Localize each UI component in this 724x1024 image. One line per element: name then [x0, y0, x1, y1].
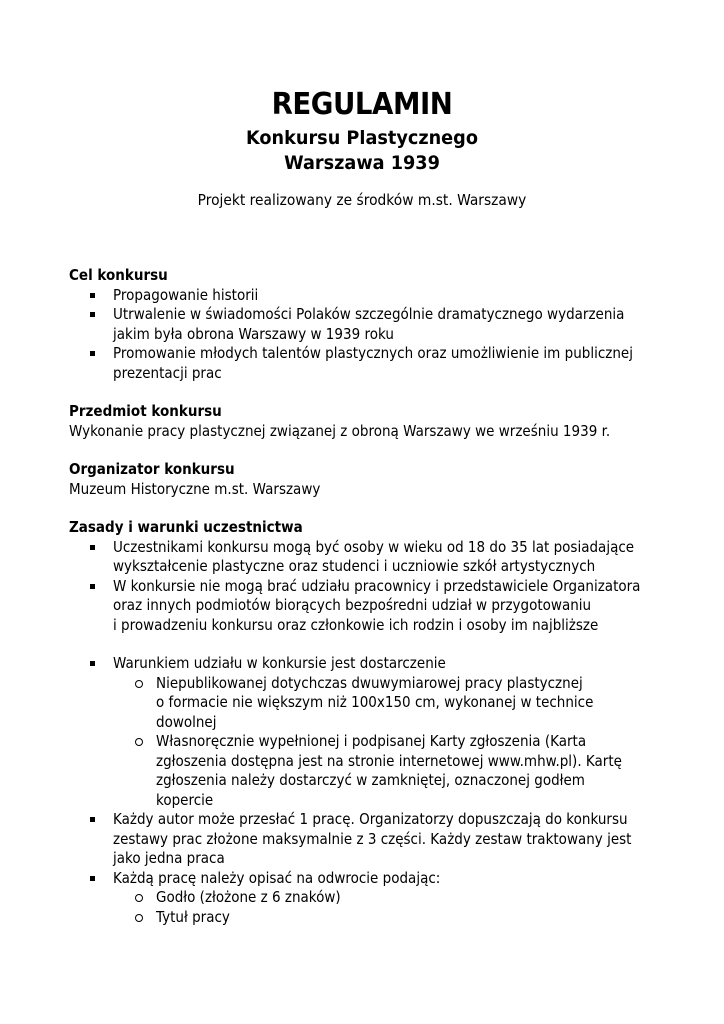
section-heading-zasady: Zasady i warunki uczestnictwa [69, 518, 303, 536]
circle-bullet-icon [135, 680, 143, 688]
sub-list-item: Godło (złożone z 6 znaków) [69, 888, 669, 908]
list-item: Propagowanie historii [69, 286, 669, 306]
list-item: Każdą pracę należy opisać na odwrocie podając: [69, 869, 669, 889]
sub-list-item: Niepublikowanej dotychczas dwuwymiarowej pracy plastycznej o formacie nie większym niż 100x150 cm, wykonanej w technice dowolnej [69, 674, 669, 733]
list-item: W konkursie nie mogą brać udziału pracownicy i przedstawiciele Organizatora oraz innych podmiotów biorących bezpośredni udział w przygotowaniu i prowadzeniu konkursu oraz członkowie ich rodzin i osoby im najbliższe [69, 577, 669, 636]
circle-bullet-icon [135, 894, 143, 902]
section-heading-cel: Cel konkursu [69, 266, 168, 284]
square-bullet-icon [90, 351, 95, 356]
document-subtitle-city-year: Warszawa 1939 [284, 152, 440, 174]
circle-bullet-icon [135, 914, 143, 922]
zasady-list [69, 538, 669, 928]
cel-list [69, 286, 669, 384]
square-bullet-icon [90, 545, 95, 550]
document-body [69, 266, 669, 927]
list-item: Promowanie młodych talentów plastycznych oraz umożliwienie im publicznej prezentacji prac [69, 344, 669, 383]
project-funding-note: Projekt realizowany ze środków m.st. Warszawy [197, 191, 527, 209]
square-bullet-icon [90, 584, 95, 589]
sub-list-item: Tytuł pracy [69, 908, 669, 928]
list-item: Utrwalenie w świadomości Polaków szczególnie dramatycznego wydarzenia jakim była obrona Warszawy w 1939 roku [69, 305, 669, 344]
document-title: REGULAMIN [271, 87, 453, 122]
section-heading-organizator: Organizator konkursu [69, 460, 235, 478]
circle-bullet-icon [135, 738, 143, 746]
document-subtitle: Konkursu Plastycznego [246, 127, 478, 149]
organizator-text: Muzeum Historyczne m.st. Warszawy [69, 479, 321, 498]
list-item: Uczestnikami konkursu mogą być osoby w wieku od 18 do 35 lat posiadające wykształcenie plastyczne oraz studenci i uczniowie szkół artystycznych [69, 538, 669, 577]
list-item: Każdy autor może przesłać 1 pracę. Organizatorzy dopuszczają do konkursu zestawy prac złożone maksymalnie z 3 części. Każdy zestaw traktowany jest jako jedna praca [69, 810, 669, 869]
square-bullet-icon [90, 661, 95, 666]
square-bullet-icon [90, 876, 95, 881]
square-bullet-icon [90, 293, 95, 298]
square-bullet-icon [90, 312, 95, 317]
square-bullet-icon [90, 817, 95, 822]
title-block [0, 86, 724, 210]
section-heading-przedmiot: Przedmiot konkursu [69, 402, 222, 420]
list-item: Warunkiem udziału w konkursie jest dostarczenie [69, 654, 669, 674]
sub-list-item: Własnoręcznie wypełnionej i podpisanej Karty zgłoszenia (Karta zgłoszenia dostępna jest na stronie internetowej www.mhw.pl). Kartę zgłoszenia należy dostarczyć w zamkniętej, oznaczonej godłem kopercie [69, 732, 669, 810]
przedmiot-text: Wykonanie pracy plastycznej związanej z obroną Warszawy we wrześniu 1939 r. [69, 421, 611, 440]
